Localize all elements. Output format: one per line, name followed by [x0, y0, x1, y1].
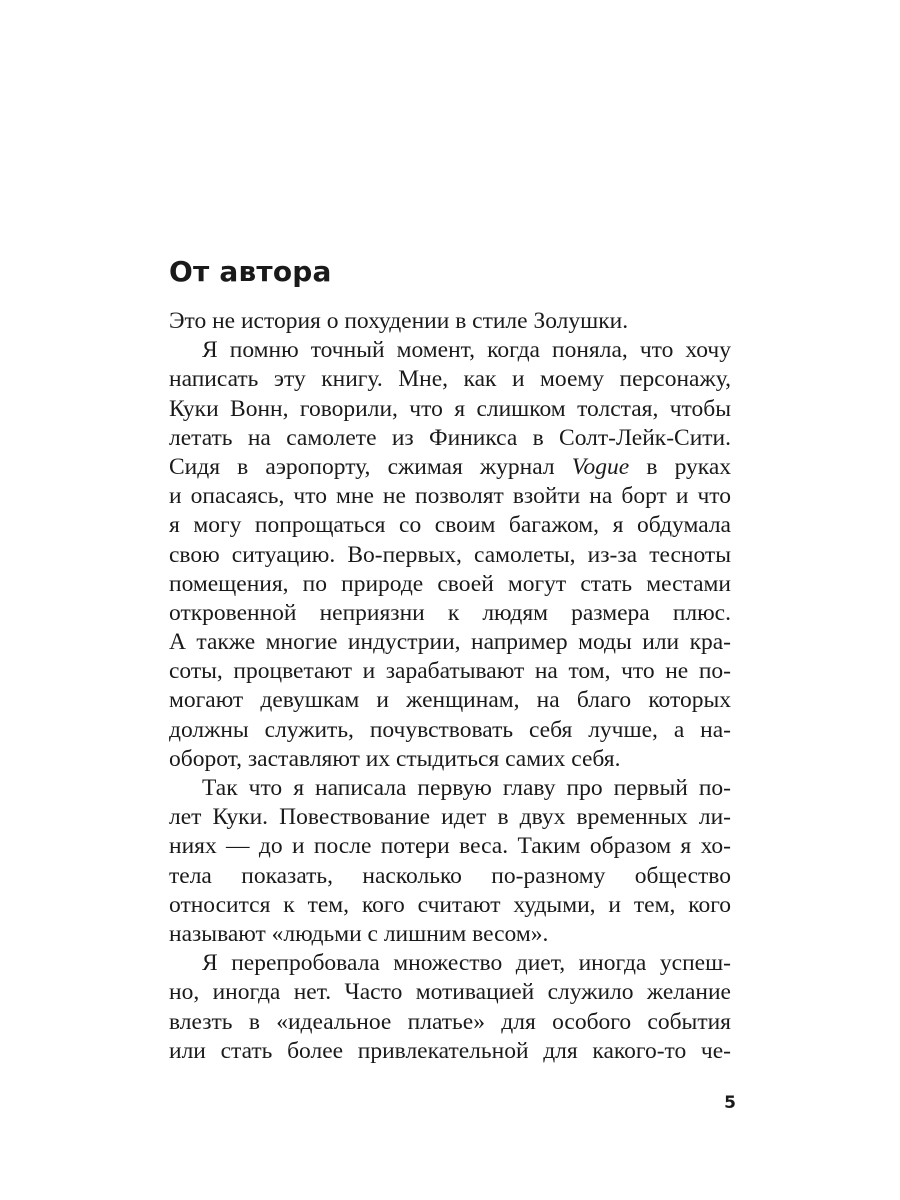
text-line: Куки Вонн, говорили, что я слишком толстая, чтобы: [169, 395, 731, 422]
text-line: я могу попрощаться со своим багажом, я обдумала: [169, 512, 731, 539]
text-line: но, иногда нет. Часто мотивацией служило желание: [169, 979, 731, 1006]
text-line: свою ситуацию. Во-первых, самолеты, из-за тесноты: [169, 541, 731, 568]
body-text: [169, 307, 731, 1066]
text-line: или стать более привлекательной для какого-то че-: [169, 1037, 731, 1064]
chapter-title: От автора: [169, 255, 332, 288]
text-line: и опасаясь, что мне не позволят взойти на борт и что: [169, 483, 731, 510]
text-line: соты, процветают и зарабатывают на том, что не по-: [169, 658, 731, 685]
text-line: тела показать, насколько по-разному общество: [169, 862, 731, 889]
text-fragment: в руках: [629, 453, 731, 480]
text-line: Я перепробовала множество диет, иногда успеш-: [202, 950, 731, 977]
text-line: оборот, заставляют их стыдиться самих себя.: [169, 745, 621, 772]
text-line: лет Куки. Повествование идет в двух временных ли-: [169, 804, 731, 831]
text-line: относится к тем, кого считают худыми, и тем, кого: [169, 891, 731, 918]
text-line: летать на самолете из Финикса в Солт-Лейк-Сити.: [169, 424, 731, 451]
magazine-title: Vogue: [571, 453, 630, 480]
text-line: должны служить, почувствовать себя лучше, а на-: [169, 716, 731, 743]
text-line: могают девушкам и женщинам, на благо которых: [169, 687, 731, 714]
text-line: помещения, по природе своей могут стать местами: [169, 570, 731, 597]
text-line: Так что я написала первую главу про первый по-: [202, 775, 731, 801]
text-line: А также многие индустрии, например моды или кра-: [169, 629, 731, 656]
text-line: Я помню точный момент, когда поняла, что хочу: [202, 337, 731, 364]
text-fragment: Сидя в аэропорту, сжимая журнал: [169, 453, 572, 480]
text-line: называют «людьми с лишним весом».: [169, 920, 549, 947]
page-number: 5: [724, 1093, 736, 1113]
text-line: влезть в «идеальное платье» для особого события: [169, 1008, 731, 1035]
text-line: ниях — до и после потери веса. Таким образом я хо-: [169, 833, 731, 860]
text-line: Это не история о похудении в стиле Золушки.: [169, 308, 629, 334]
text-line: откровенной неприязни к людям размера плюс.: [169, 599, 731, 626]
text-line: написать эту книгу. Мне, как и моему персонажу,: [169, 366, 731, 393]
text-line: [169, 453, 731, 482]
